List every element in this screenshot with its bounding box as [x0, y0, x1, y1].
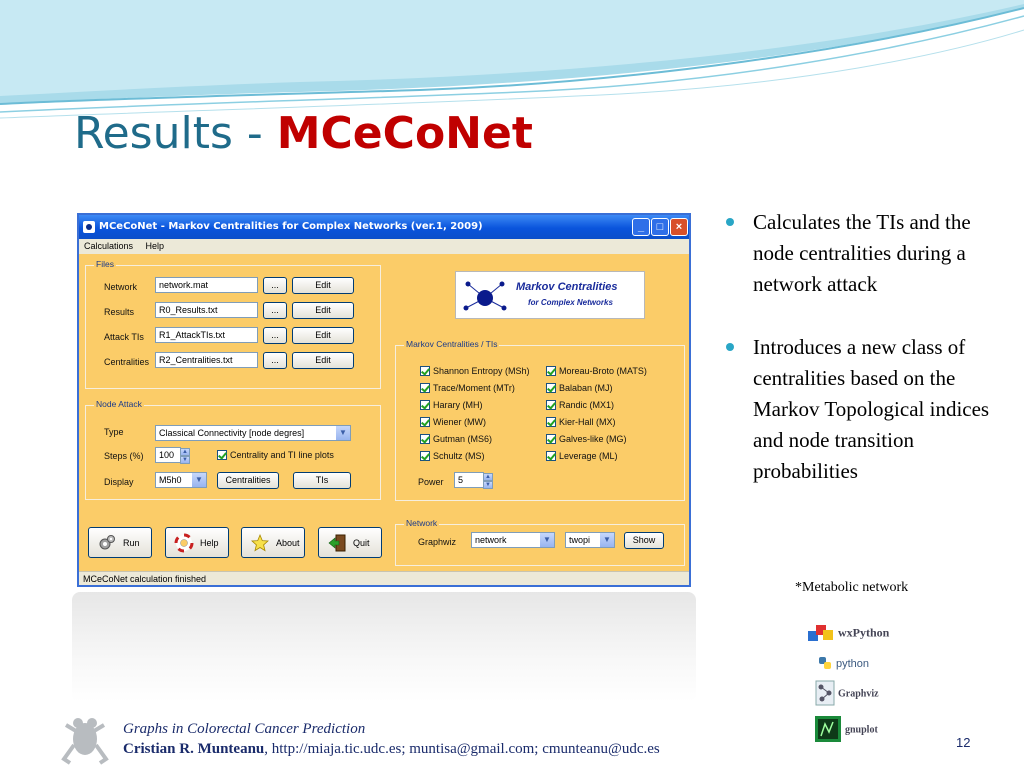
run-label: Run	[123, 538, 140, 548]
power-value: 5	[458, 475, 464, 485]
graphwiz-label: Graphwiz	[418, 537, 457, 547]
display-label: Display	[104, 477, 134, 487]
layout-value: twopi	[569, 535, 591, 545]
run-button[interactable]	[88, 527, 152, 558]
slide-title-prefix: Results -	[74, 108, 277, 159]
maximize-button[interactable]: □	[651, 218, 669, 236]
star-icon	[251, 534, 269, 552]
checkbox-checked-icon	[420, 417, 430, 427]
help-button[interactable]	[165, 527, 229, 558]
app-icon	[83, 221, 95, 233]
mg-checkbox[interactable]	[546, 434, 627, 445]
lifebuoy-icon	[175, 534, 193, 552]
gears-icon	[98, 534, 116, 552]
graph-value: network	[475, 535, 507, 545]
footer-title: Graphs in Colorectal Cancer Prediction	[123, 721, 366, 737]
mx1-checkbox[interactable]	[546, 400, 614, 411]
slide-title	[74, 108, 533, 159]
checkbox-label: Schultz (MS)	[433, 451, 485, 461]
attack-tis-label: Attack TIs	[104, 332, 144, 342]
checkbox-checked-icon	[217, 450, 227, 460]
python-label: python	[836, 658, 870, 670]
power-input[interactable]	[454, 472, 491, 488]
mtr-checkbox[interactable]	[420, 383, 515, 394]
gnuplot-label: gnuplot	[845, 724, 878, 736]
network-label: Network	[104, 282, 138, 292]
exit-door-icon	[328, 534, 346, 552]
steps-value: 100	[159, 450, 175, 460]
network-browse-button[interactable]: ...	[263, 277, 287, 294]
metabolic-network-note: *Metabolic network	[795, 580, 909, 595]
checkbox-label: Moreau-Broto (MATS)	[559, 366, 647, 376]
header-wave-decoration	[0, 0, 1024, 125]
layout-select[interactable]	[565, 532, 615, 548]
chevron-down-icon: ▼	[192, 473, 206, 487]
quit-label: Quit	[353, 538, 370, 548]
page-number: 12	[956, 735, 971, 750]
node-attack-legend: Node Attack	[96, 399, 142, 409]
checkbox-label: Shannon Entropy (MSh)	[433, 366, 530, 376]
checkbox-checked-icon	[420, 366, 430, 376]
power-label: Power	[418, 477, 444, 487]
python-snake-icon	[818, 656, 832, 670]
checkbox-checked-icon	[546, 451, 556, 461]
about-label: About	[276, 538, 300, 548]
checkbox-label: Balaban (MJ)	[559, 383, 613, 393]
wxpython-label: wxPython	[838, 625, 890, 640]
checkbox-checked-icon	[420, 434, 430, 444]
checkbox-label: Leverage (ML)	[559, 451, 618, 461]
steps-spinner[interactable]: ▲ ▼	[180, 448, 190, 464]
display-select[interactable]	[155, 472, 207, 488]
minimize-button[interactable]: _	[632, 218, 650, 236]
logo-subtitle: for Complex Networks	[528, 298, 613, 307]
checkbox-checked-icon	[546, 417, 556, 427]
line-plots-label: Centrality and TI line plots	[230, 450, 334, 460]
results-browse-button[interactable]: ...	[263, 302, 287, 319]
attack-tis-edit-button[interactable]: Edit	[292, 327, 354, 344]
window-titlebar[interactable]	[79, 215, 689, 239]
checkbox-checked-icon	[546, 383, 556, 393]
window-reflection	[72, 592, 696, 702]
results-edit-button[interactable]: Edit	[292, 302, 354, 319]
graphviz-icon	[816, 681, 834, 705]
attack-tis-browse-button[interactable]: ...	[263, 327, 287, 344]
menu-calculations[interactable]: Calculations	[84, 241, 134, 251]
network-file-input[interactable]: network.mat	[155, 277, 258, 293]
checkbox-label: Galves-like (MG)	[559, 434, 627, 444]
markov-centralities-logo	[455, 271, 645, 319]
checkbox-checked-icon	[420, 451, 430, 461]
checkbox-label: Kier-Hall (MX)	[559, 417, 616, 427]
python-logo	[818, 654, 869, 672]
mceconet-window	[77, 213, 691, 587]
show-button[interactable]: Show	[624, 532, 664, 549]
mh-checkbox[interactable]	[420, 400, 483, 411]
steps-label: Steps (%)	[104, 451, 144, 461]
mj-checkbox[interactable]	[546, 383, 613, 394]
footer-author-line	[123, 741, 660, 758]
checkbox-label: Randic (MX1)	[559, 400, 615, 410]
markov-centralities-legend: Markov Centralities / TIs	[406, 339, 498, 349]
footer-author: Cristian R. Munteanu	[123, 741, 265, 757]
ms-checkbox[interactable]	[420, 451, 485, 462]
footer-contact: , http://miaja.tic.udc.es; muntisa@gmail.com; cmunteanu@udc.es	[264, 741, 660, 757]
chevron-down-icon: ▼	[336, 426, 350, 440]
bullet-list	[726, 207, 998, 487]
centralities-file-input[interactable]: R2_Centralities.txt	[155, 352, 258, 368]
display-value: M5h0	[159, 475, 182, 485]
type-label: Type	[104, 427, 124, 437]
gnuplot-icon	[815, 716, 841, 742]
centralities-edit-button[interactable]: Edit	[292, 352, 354, 369]
logo-title: Markov Centralities	[516, 281, 618, 293]
close-button[interactable]: ×	[670, 218, 688, 236]
network-edit-button[interactable]: Edit	[292, 277, 354, 294]
frog-logo	[62, 715, 108, 765]
status-bar: MCeCoNet calculation finished	[79, 571, 689, 585]
network-legend: Network	[406, 518, 438, 528]
menu-help[interactable]: Help	[145, 241, 165, 251]
graphviz-label: Graphviz	[838, 688, 879, 700]
wxpython-blocks-icon	[808, 623, 834, 643]
results-file-input[interactable]: R0_Results.txt	[155, 302, 258, 318]
files-legend: Files	[96, 259, 114, 269]
checkbox-checked-icon	[420, 383, 430, 393]
graphviz-logo	[816, 681, 879, 705]
network-graph-icon	[462, 278, 508, 314]
bullet-item: Calculates the TIs and the node centralities during a network attack	[726, 207, 998, 300]
mx-checkbox[interactable]	[546, 417, 616, 428]
graph-select[interactable]	[471, 532, 555, 548]
attack-type-value: Classical Connectivity [node degres]	[159, 428, 305, 438]
quit-button[interactable]	[318, 527, 382, 558]
checkbox-checked-icon	[546, 434, 556, 444]
slide-title-accent: MCeCoNet	[276, 108, 533, 159]
attack-tis-file-input[interactable]: R1_AttackTIs.txt	[155, 327, 258, 343]
checkbox-label: Harary (MH)	[433, 400, 483, 410]
help-label: Help	[200, 538, 219, 548]
attack-type-select[interactable]	[155, 425, 351, 441]
chevron-down-icon: ▼	[540, 533, 554, 547]
checkbox-label: Wiener (MW)	[433, 417, 486, 427]
chevron-down-icon: ▼	[600, 533, 614, 547]
steps-input[interactable]	[155, 447, 188, 463]
checkbox-label: Trace/Moment (MTr)	[433, 383, 515, 393]
checkbox-checked-icon	[546, 366, 556, 376]
results-label: Results	[104, 307, 135, 317]
centralities-browse-button[interactable]: ...	[263, 352, 287, 369]
menu-bar	[79, 239, 689, 254]
mats-checkbox[interactable]	[546, 366, 647, 377]
centralities-plot-button[interactable]: Centralities	[217, 472, 279, 489]
mw-checkbox[interactable]	[420, 417, 486, 428]
checkbox-checked-icon	[420, 400, 430, 410]
line-plots-checkbox[interactable]	[217, 450, 334, 461]
bullet-item: Introduces a new class of centralities based on the Markov Topological indices and node transition probabilities	[726, 332, 998, 487]
ms6-checkbox[interactable]	[420, 434, 492, 445]
checkbox-checked-icon	[546, 400, 556, 410]
wxpython-logo	[808, 623, 889, 643]
checkbox-label: Gutman (MS6)	[433, 434, 493, 444]
centralities-label: Centralities	[104, 357, 150, 367]
msh-checkbox[interactable]	[420, 366, 530, 377]
gnuplot-logo	[815, 716, 878, 742]
tis-plot-button[interactable]: TIs	[293, 472, 351, 489]
window-title: MCeCoNet - Markov Centralities for Complex Networks (ver.1, 2009)	[99, 221, 483, 232]
about-button[interactable]	[241, 527, 305, 558]
power-spinner[interactable]: ▲ ▼	[483, 473, 493, 489]
ml-checkbox[interactable]	[546, 451, 618, 462]
